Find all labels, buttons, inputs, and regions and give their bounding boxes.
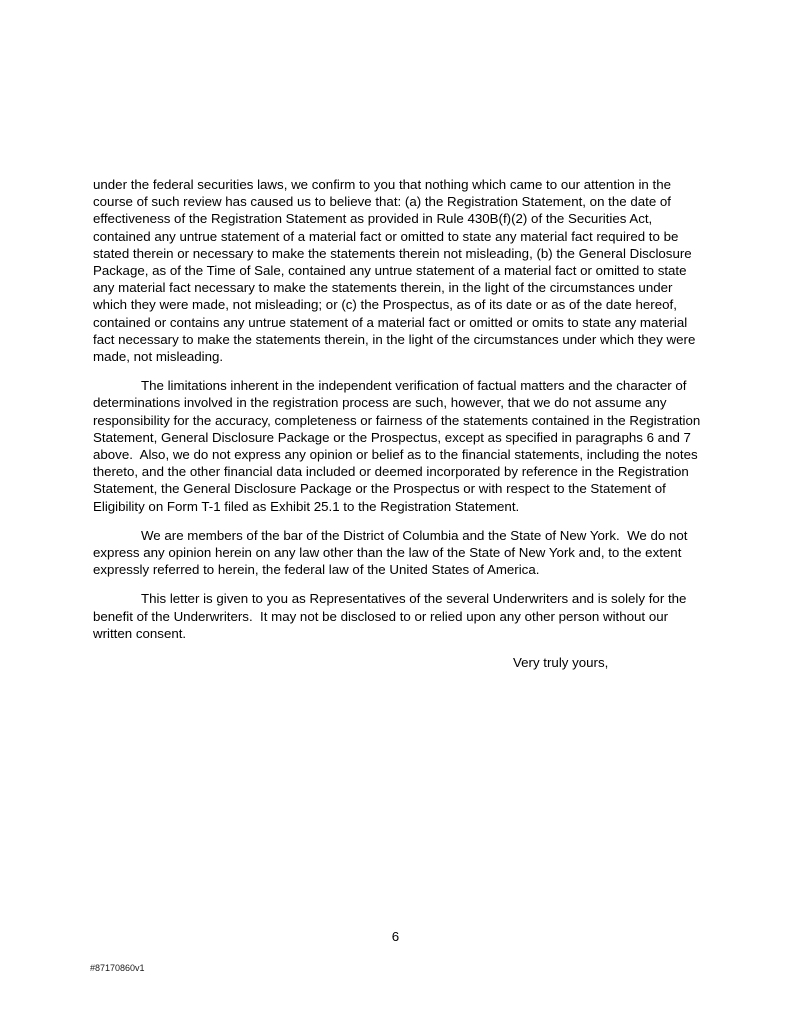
letter-body	[93, 176, 704, 671]
body-paragraph-bar-membership: We are members of the bar of the District of Columbia and the State of New York. We do not express any opinion herein on any law other than the law of the State of New York and, to the extent expressly referred to herein, the federal law of the United States of America.	[93, 527, 692, 578]
page-number: 6	[391, 929, 400, 944]
body-paragraph-reliance: This letter is given to you as Representatives of the several Underwriters and is solely for the benefit of the Underwriters. It may not be disclosed to or relied upon any other person without our written consent.	[93, 591, 691, 641]
document-id-footer: #87170860v1	[90, 963, 145, 973]
body-paragraph-continuation: under the federal securities laws, we confirm to you that nothing which came to our attention in the course of such review has caused us to believe that: (a) the Registration Statement, on the date of effectiveness of the Registration Statement as provided in Rule 430B(f)(2) of the Securities Act, contained any untrue statement of a material fact or omitted to state any material fact required to be stated therein or necessary to make the statements therein not misleading, (b) the General Disclosure Package, as of the Time of Sale, contained any untrue statement of a material fact or omitted to state any material fact necessary to make the statements therein, in the light of the circumstances under which they were made, not misleading; or (c) the Prospectus, as of its date or as of the date hereof, contained or contains any untrue statement of a material fact or omitted or omits to state any material fact necessary to make the statements therein, in the light of the circumstances under which they were made, not misleading.	[93, 177, 700, 365]
closing-salutation: Very truly yours,	[513, 655, 609, 671]
body-paragraph-limitations: The limitations inherent in the independent verification of factual matters and the character of determinations involved in the registration process are such, however, that we do not assume any responsibility for the accuracy, completeness or fairness of the statements contained in the Registration Statement, General Disclosure Package or the Prospectus, except as specified in paragraphs 6 and 7 above. Also, we do not express any opinion or belief as to the financial statements, including the notes thereto, and the other financial data included or deemed incorporated by reference in the Registration Statement, the General Disclosure Package or the Prospectus or with respect to the Statement of Eligibility on Form T-1 filed as Exhibit 25.1 to the Registration Statement.	[93, 378, 704, 514]
